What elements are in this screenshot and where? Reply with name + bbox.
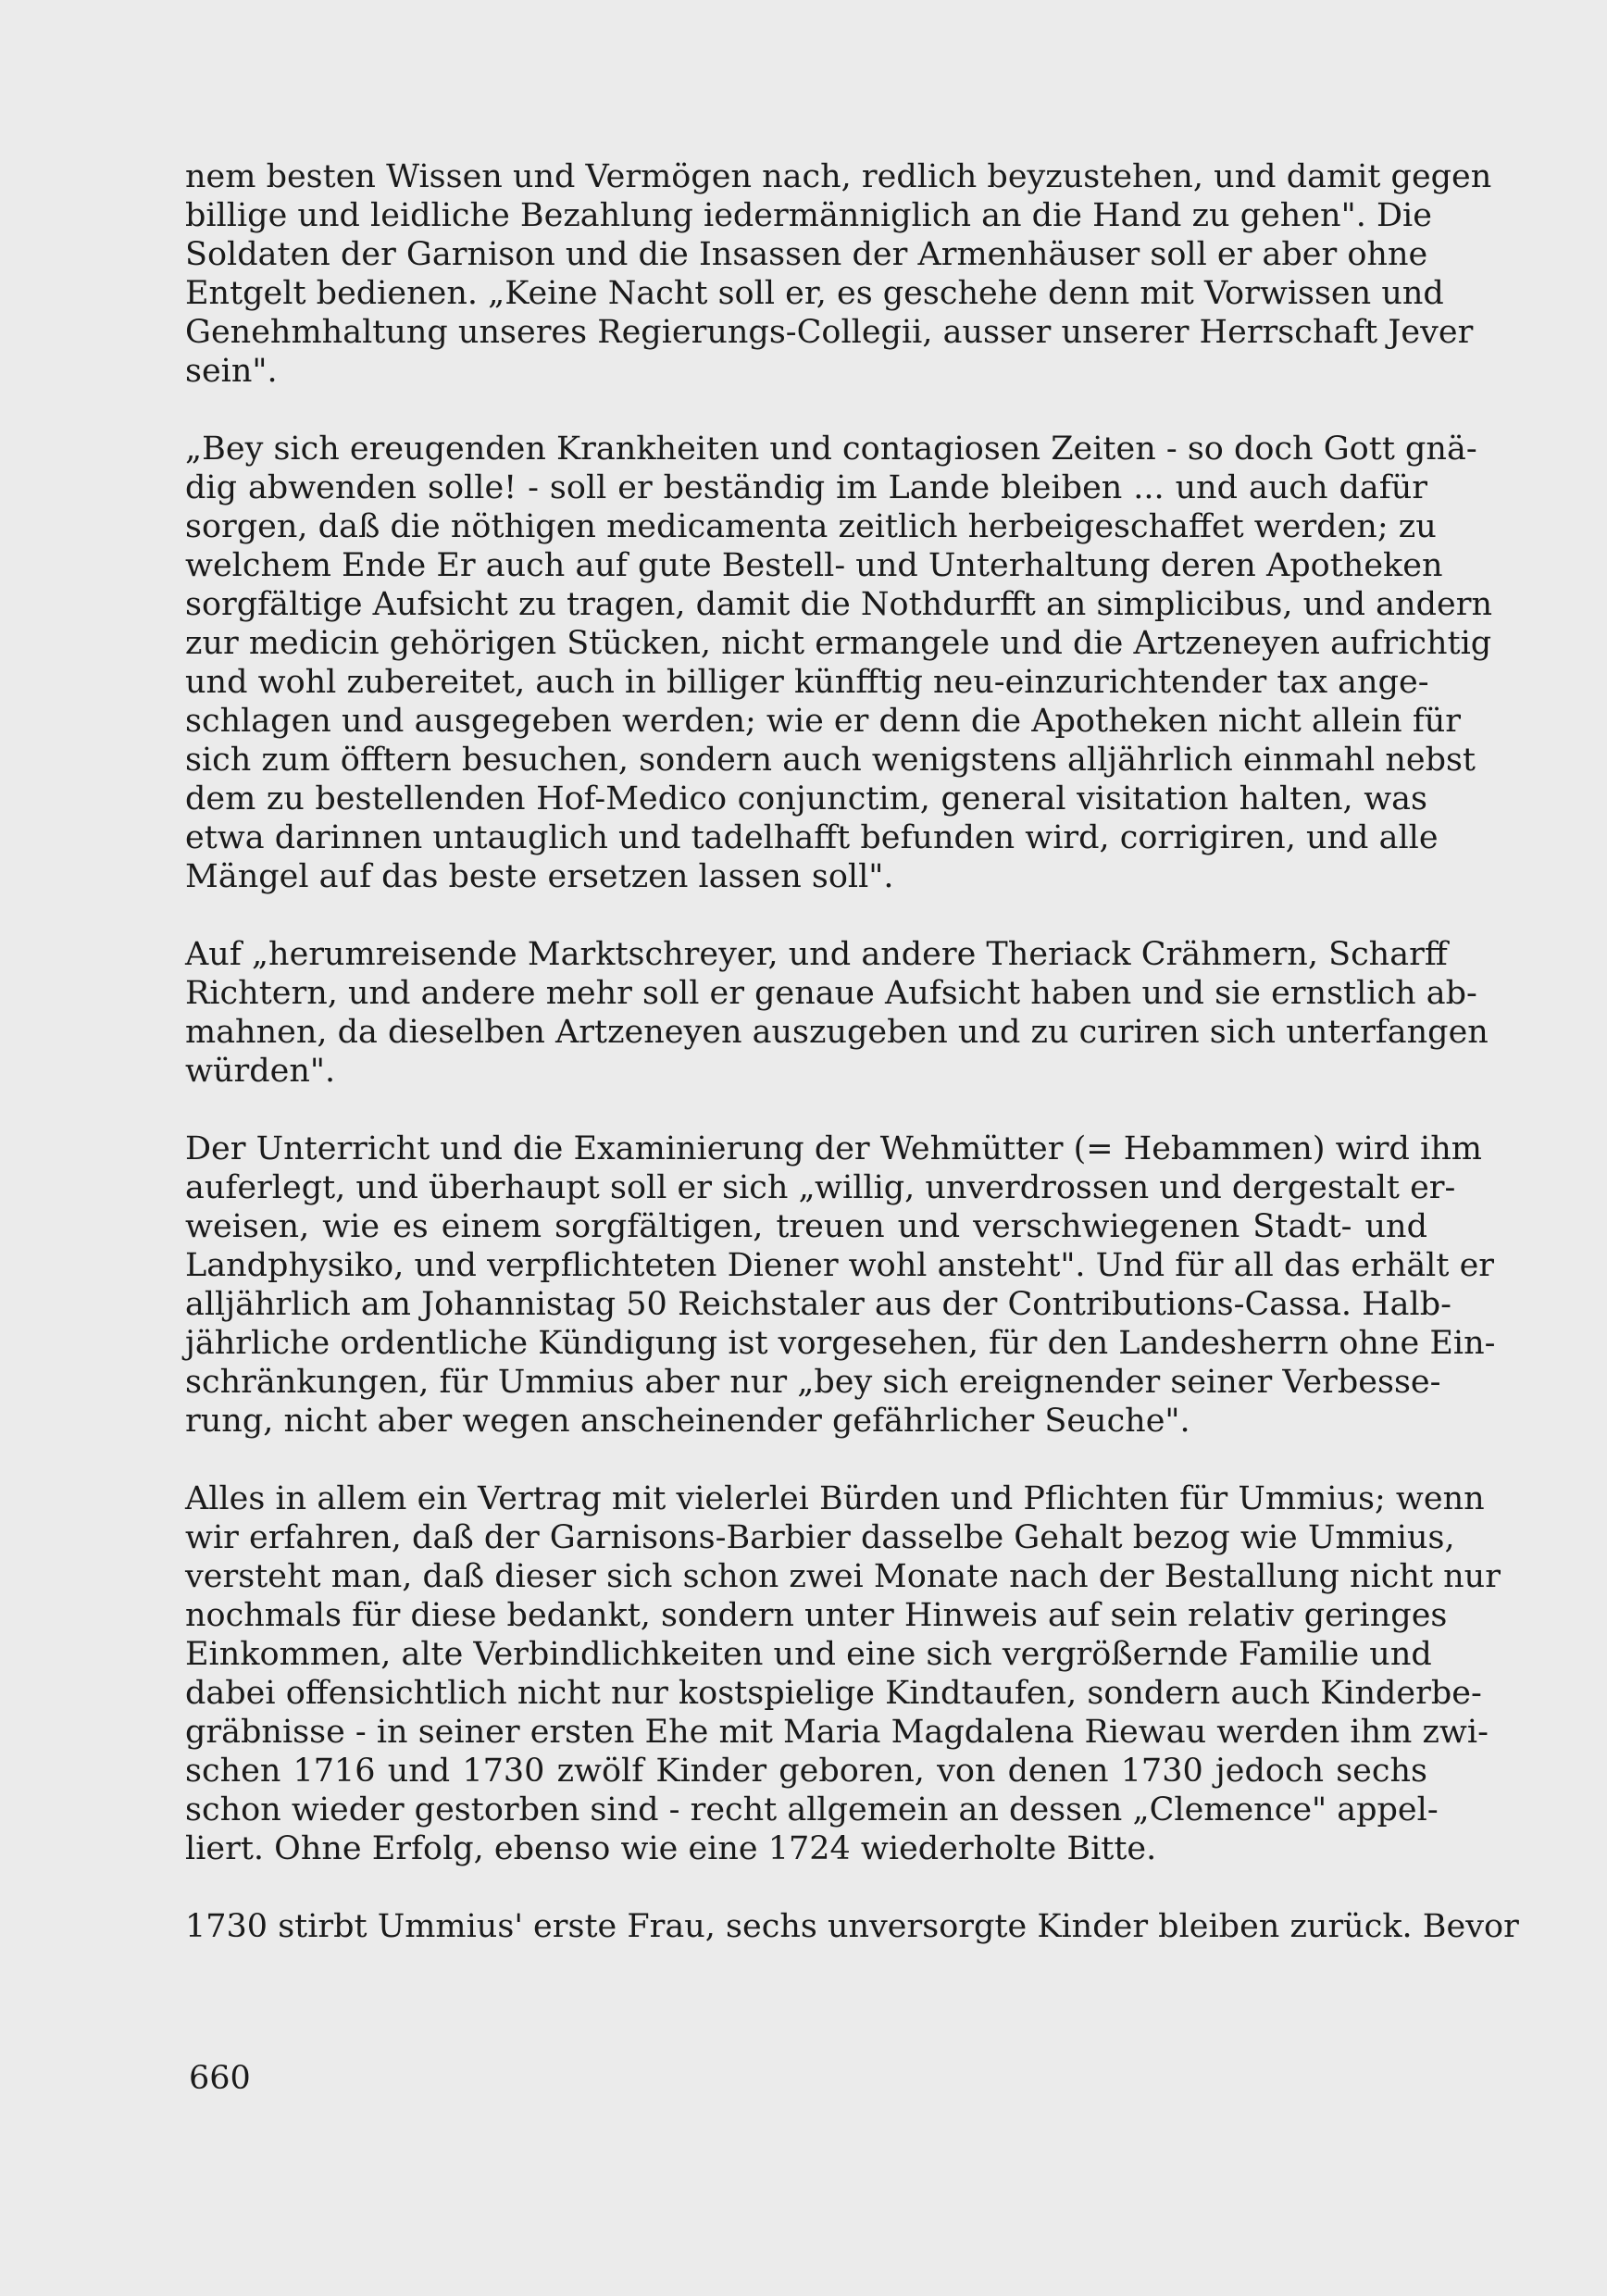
text-line: Der Unterricht und die Examinierung der Wehmütter (= Hebammen) wird ihm bbox=[185, 1130, 1482, 1167]
text-line: sorgen, daß die nöthigen medicamenta zeitlich herbeigeschaffet werden; zu bbox=[185, 508, 1437, 545]
text-line: Richtern, und andere mehr soll er genaue Aufsicht haben und sie ernstlich ab- bbox=[185, 975, 1477, 1012]
text-line: etwa darinnen untauglich und tadelhafft befunden wird, corrigiren, und alle bbox=[185, 819, 1439, 856]
body-text bbox=[185, 157, 1519, 1985]
text-line: schon wieder gestorben sind - recht allgemein an dessen „Clemence" appel- bbox=[185, 1791, 1439, 1828]
text-line: „Bey sich ereugenden Krankheiten und contagiosen Zeiten - so doch Gott gnä- bbox=[185, 430, 1477, 468]
text-line: Entgelt bedienen. „Keine Nacht soll er, es geschehe denn mit Vorwissen und bbox=[185, 275, 1444, 312]
text-line: weisen, wie es einem sorgfältigen, treuen und verschwiegenen Stadt- und bbox=[185, 1208, 1427, 1245]
text-line: mahnen, da dieselben Artzeneyen auszugeben und zu curiren sich unterfangen bbox=[185, 1014, 1489, 1051]
text-line: jährliche ordentliche Kündigung ist vorgesehen, für den Landesherrn ohne Ein- bbox=[185, 1325, 1496, 1362]
text-line: Genehmhaltung unseres Regierungs-Collegii, ausser unserer Herrschaft Jever bbox=[185, 314, 1474, 351]
text-line: versteht man, daß dieser sich schon zwei Monate nach der Bestallung nicht nur bbox=[185, 1558, 1501, 1595]
text-line: sein". bbox=[185, 353, 278, 390]
text-line: Einkommen, alte Verbindlichkeiten und eine sich vergrößernde Familie und bbox=[185, 1636, 1432, 1673]
text-line: auferlegt, und überhaupt soll er sich „willig, unverdrossen und dergestalt er- bbox=[185, 1169, 1456, 1206]
paragraph-2 bbox=[185, 430, 1492, 896]
text-line: billige und leidliche Bezahlung iedermänniglich an die Hand zu gehen". Die bbox=[185, 197, 1432, 234]
page-number: 660 bbox=[189, 2060, 251, 2097]
text-line: Landphysiko, und verpflichteten Diener wohl ansteht". Und für all das erhält er bbox=[185, 1247, 1495, 1284]
text-line: sich zum öfftern besuchen, sondern auch wenigstens alljährlich einmahl nebst bbox=[185, 742, 1476, 779]
paragraph-4 bbox=[185, 1129, 1496, 1441]
text-line: dem zu bestellenden Hof-Medico conjunctim, general visitation halten, was bbox=[185, 780, 1427, 817]
text-line: Auf „herumreisende Marktschreyer, und andere Theriack Crähmern, Scharff bbox=[185, 936, 1448, 973]
text-line: Soldaten der Garnison und die Insassen der Armenhäuser soll er aber ohne bbox=[185, 236, 1428, 273]
text-line: dabei offensichtlich nicht nur kostspielige Kindtaufen, sondern auch Kinderbe- bbox=[185, 1675, 1482, 1712]
text-line: und wohl zubereitet, auch in billiger künfftig neu-einzurichtender tax ange- bbox=[185, 664, 1429, 701]
text-line: alljährlich am Johannistag 50 Reichstaler aus der Contributions-Cassa. Halb- bbox=[185, 1286, 1451, 1323]
text-line: würden". bbox=[185, 1053, 336, 1090]
text-line: Alles in allem ein Vertrag mit vielerlei Bürden und Pflichten für Ummius; wenn bbox=[185, 1480, 1485, 1517]
text-line: nem besten Wissen und Vermögen nach, redlich beyzustehen, und damit gegen bbox=[185, 158, 1492, 195]
text-line: wir erfahren, daß der Garnisons-Barbier dasselbe Gehalt bezog wie Ummius, bbox=[185, 1519, 1455, 1556]
text-line: gräbnisse - in seiner ersten Ehe mit Maria Magdalena Riewau werden ihm zwi- bbox=[185, 1714, 1489, 1751]
paragraph-3 bbox=[185, 935, 1489, 1091]
text-line: sorgfältige Aufsicht zu tragen, damit die Nothdurfft an simplicibus, und andern bbox=[185, 586, 1492, 623]
text-line: welchem Ende Er auch auf gute Bestell- und Unterhaltung deren Apotheken bbox=[185, 547, 1443, 584]
text-line: schlagen und ausgegeben werden; wie er denn die Apotheken nicht allein für bbox=[185, 703, 1462, 740]
text-line: zur medicin gehörigen Stücken, nicht ermangele und die Artzeneyen aufrichtig bbox=[185, 625, 1492, 662]
paragraph-6 bbox=[185, 1907, 1519, 1946]
text-line: schen 1716 und 1730 zwölf Kinder geboren, von denen 1730 jedoch sechs bbox=[185, 1753, 1427, 1790]
text-line: rung, nicht aber wegen anscheinender gefährlicher Seuche". bbox=[185, 1403, 1190, 1440]
text-line: Mängel auf das beste ersetzen lassen soll". bbox=[185, 858, 894, 895]
text-line: liert. Ohne Erfolg, ebenso wie eine 1724 wiederholte Bitte. bbox=[185, 1830, 1157, 1867]
text-line: schränkungen, für Ummius aber nur „bey sich ereignender seiner Verbesse- bbox=[185, 1364, 1441, 1401]
paragraph-1 bbox=[185, 157, 1492, 391]
paragraph-5 bbox=[185, 1479, 1501, 1868]
text-line: nochmals für diese bedankt, sondern unter Hinweis auf sein relativ geringes bbox=[185, 1597, 1448, 1634]
text-line: 1730 stirbt Ummius' erste Frau, sechs unversorgte Kinder bleiben zurück. Bevor bbox=[185, 1908, 1519, 1945]
text-line: dig abwenden solle! - soll er beständig im Lande bleiben ... und auch dafür bbox=[185, 469, 1427, 506]
